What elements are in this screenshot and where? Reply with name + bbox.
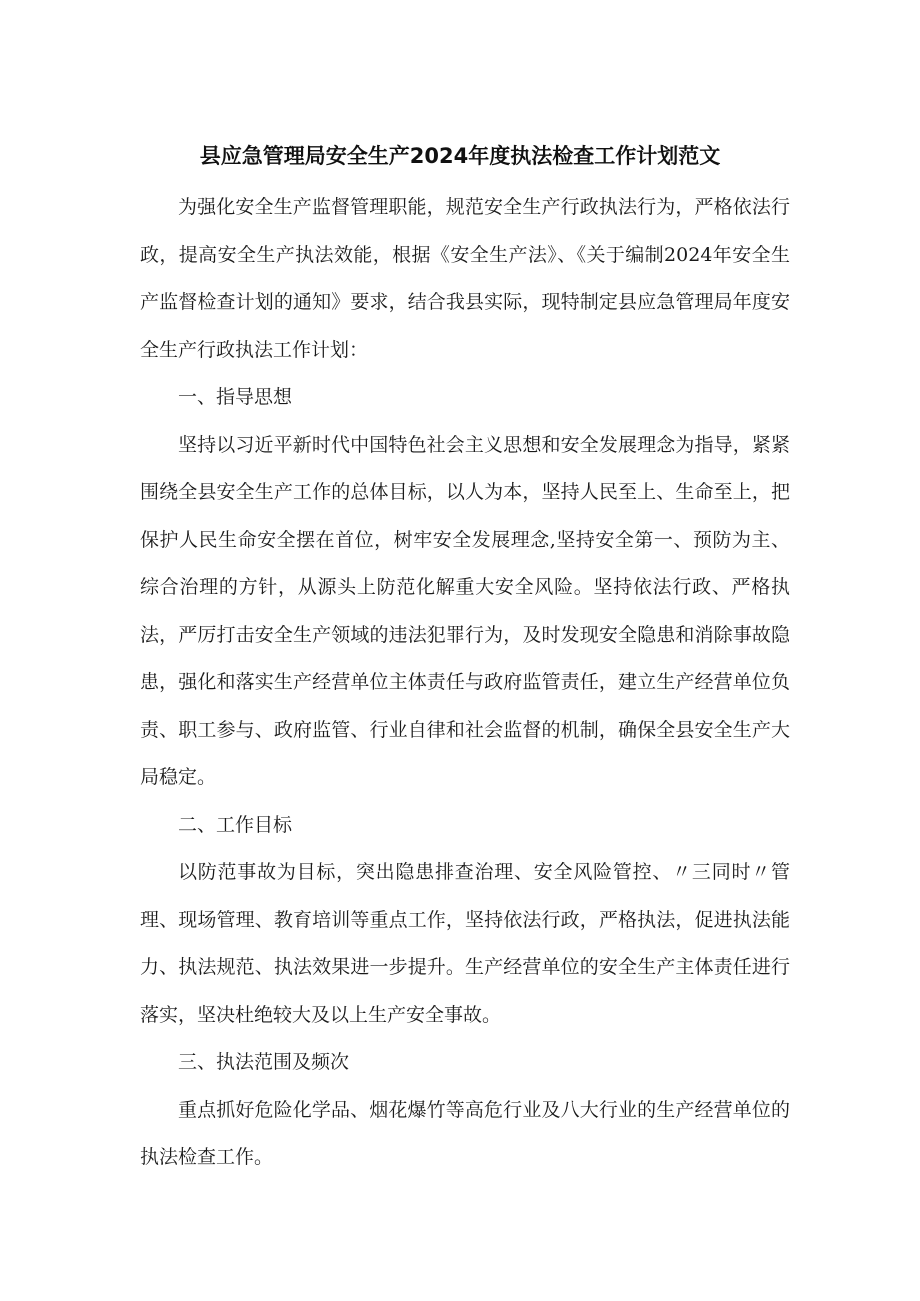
section-paragraph-scope-frequency: 重点抓好危险化学品、烟花爆竹等高危行业及八大行业的生产经营单位的执法检查工作。	[140, 1098, 790, 1168]
section-heading-work-goals: 二、工作目标	[178, 813, 293, 836]
section-heading-scope-frequency: 三、执法范围及频次	[178, 1051, 350, 1073]
section-heading-guiding-ideology: 一、指导思想	[178, 386, 293, 408]
intro-paragraph: 为强化安全生产监督管理职能，规范安全生产行政执法行为，严格依法行政，提高安全生产执法效能，根据《安全生产法》、《关于编制2024年安全生产监督检查计划的通知》要求，结合我县实际，现特制定县应急管理局年度安全生产行政执法工作计划：	[140, 196, 790, 361]
document-body	[140, 184, 790, 1182]
section-paragraph-guiding-ideology: 坚持以习近平新时代中国特色社会主义思想和安全发展理念为指导，紧紧围绕全县安全生产工作的总体目标，以人为本，坚持人民至上、生命至上，把保护人民生命安全摆在首位，树牢安全发展理念,坚持安全第一、预防为主、综合治理的方针，从源头上防范化解重大安全风险。坚持依法行政、严格执法，严厉打击安全生产领域的违法犯罪行为，及时发现安全隐患和消除事故隐患，强化和落实生产经营单位主体责任与政府监管责任，建立生产经营单位负责、职工参与、政府监管、行业自律和社会监督的机制，确保全县安全生产大局稳定。	[140, 433, 790, 788]
document-title: 县应急管理局安全生产2024年度执法检查工作计划范文	[199, 144, 721, 168]
section-paragraph-work-goals: 以防范事故为目标，突出隐患排查治理、安全风险管控、〃三同时〃管理、现场管理、教育培训等重点工作，坚持依法行政，严格执法，促进执法能力、执法规范、执法效果进一步提升。生产经营单位的安全生产主体责任进行落实，坚决杜绝较大及以上生产安全事故。	[140, 861, 790, 1026]
